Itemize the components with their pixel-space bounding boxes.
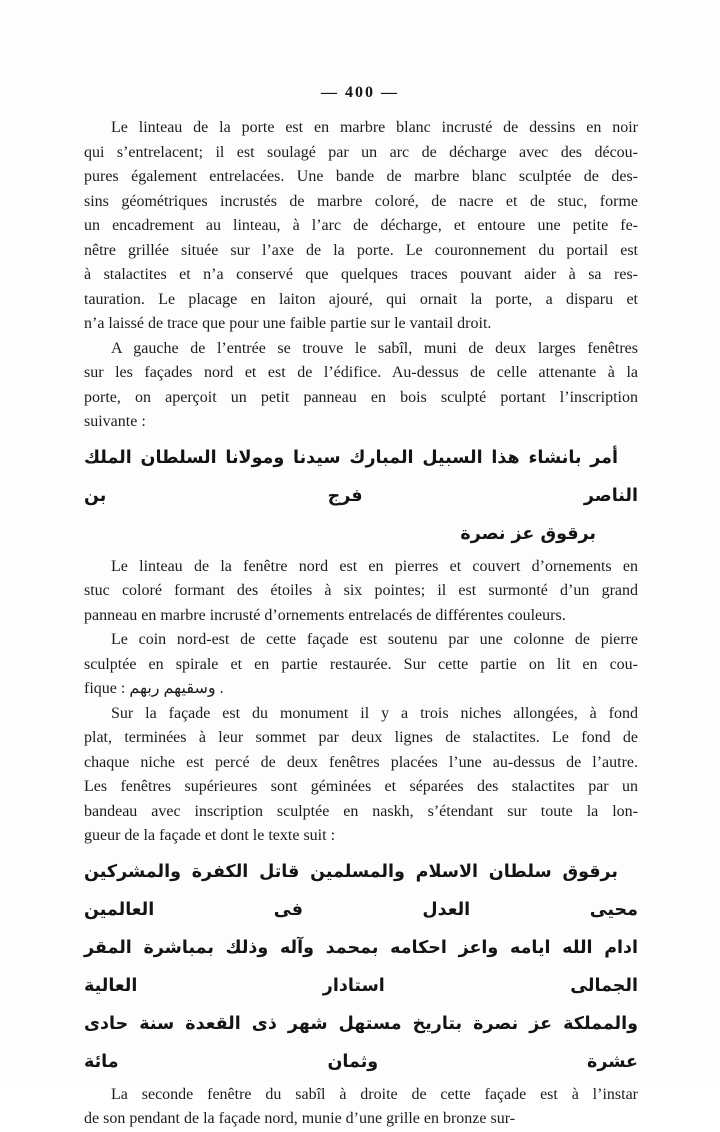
french-paragraph-1 — [84, 116, 638, 337]
french-paragraph-5 — [84, 702, 638, 849]
text-line: plat, terminées à leur sommet par deux lignes de stalactites. Le fond de — [84, 729, 638, 746]
text-line: أمر بانشاء هذا السبيل المبارك سيدنا ومولانا السلطان الملك الناصر فرج بن — [84, 447, 638, 506]
text-line: Les fenêtres supérieures sont géminées et séparées des stalactites par un — [84, 778, 638, 795]
text-line: nêtre grillée située sur l’axe de la porte. Le couronnement du portail est — [84, 241, 638, 259]
text-line: La seconde fenêtre du sabîl à droite de cette façade est à l’instar — [111, 1085, 638, 1103]
text-line: Le coin nord-est de cette façade est soutenu par une colonne de pierre — [111, 631, 638, 648]
text-line: Sur la façade est du monument il y a trois niches allongées, à fond — [111, 704, 638, 722]
text-line: chaque niche est percé de deux fenêtres placées l’une au-dessus de l’autre. — [84, 753, 638, 771]
text-line: ادام الله ايامه واعز احكامه بمحمد وآله وذلك بمباشرة المقر الجمالى استادار العالية — [84, 937, 638, 996]
french-paragraph-2 — [84, 337, 638, 435]
text-line: A gauche de l’entrée se trouve le sabîl, muni de deux larges fenêtres — [111, 339, 638, 357]
text-line: porte, on aperçoit un petit panneau en bois sculpté portant l’inscription — [84, 388, 638, 406]
french-paragraph-4 — [84, 628, 638, 702]
text-line: sins géométriques incrustés de marbre coloré, de nacre et de stuc, forme — [84, 192, 638, 210]
text-line: stuc coloré formant des étoiles à six pointes; il est surmonté d’un grand — [84, 582, 638, 599]
text-line: sculptée en spirale et en partie restaurée. Sur cette partie on lit en cou- — [84, 655, 638, 673]
text-line: n’a laissé de trace que pour une faible partie sur le vantail droit. — [84, 315, 492, 332]
text-line: fique : وسقيهم ربهم . — [84, 680, 224, 697]
arabic-inscription-1 — [84, 439, 638, 553]
text-line: tauration. Le placage en laiton ajouré, qui ornait la porte, a disparu et — [84, 290, 638, 308]
text-line: برقوق سلطان الاسلام والمسلمين قاتل الكفرة والمشركين محيى العدل فى العالمين — [84, 861, 638, 920]
text-line: suivante : — [84, 413, 146, 430]
text-line: à stalactites et n’a conservé que quelques traces pouvant aider à sa res- — [84, 266, 638, 283]
french-paragraph-6 — [84, 1083, 638, 1132]
text-line: gueur de la façade et dont le texte suit : — [84, 827, 336, 844]
french-paragraph-3 — [84, 555, 638, 629]
text-line: un encadrement au linteau, à l’arc de décharge, et entoure une petite fe- — [84, 217, 638, 234]
text-line: qui s’entrelacent; il est soulagé par un arc de décharge avec des décou- — [84, 143, 638, 161]
text-line: bandeau avec inscription sculptée en naskh, s’étendant sur toute la lon- — [84, 802, 638, 820]
arabic-inscription-2 — [84, 853, 638, 1081]
text-line: panneau en marbre incrusté d’ornements entrelacés de différentes couleurs. — [84, 606, 566, 624]
text-line: برقوق عز نصرة — [460, 523, 596, 544]
text-line: Le linteau de la porte est en marbre blanc incrusté de dessins en noir — [111, 119, 638, 136]
text-line: Le linteau de la fenêtre nord est en pierres et couvert d’ornements en — [111, 557, 638, 575]
text-line: pures également entrelacées. Une bande de marbre blanc sculptée de des- — [84, 168, 638, 185]
text-line: sur les façades nord et est de l’édifice. Au-dessus de celle attenante à la — [84, 364, 638, 381]
text-line: والمملكة عز نصرة بتاريخ مستهل شهر ذى القعدة سنة حادى عشرة وثمان مائة — [84, 1013, 638, 1072]
text-line: de son pendant de la façade nord, munie d’une grille en bronze sur- — [84, 1110, 516, 1127]
page-number: — 400 — — [321, 84, 399, 101]
text-body — [84, 116, 638, 1132]
